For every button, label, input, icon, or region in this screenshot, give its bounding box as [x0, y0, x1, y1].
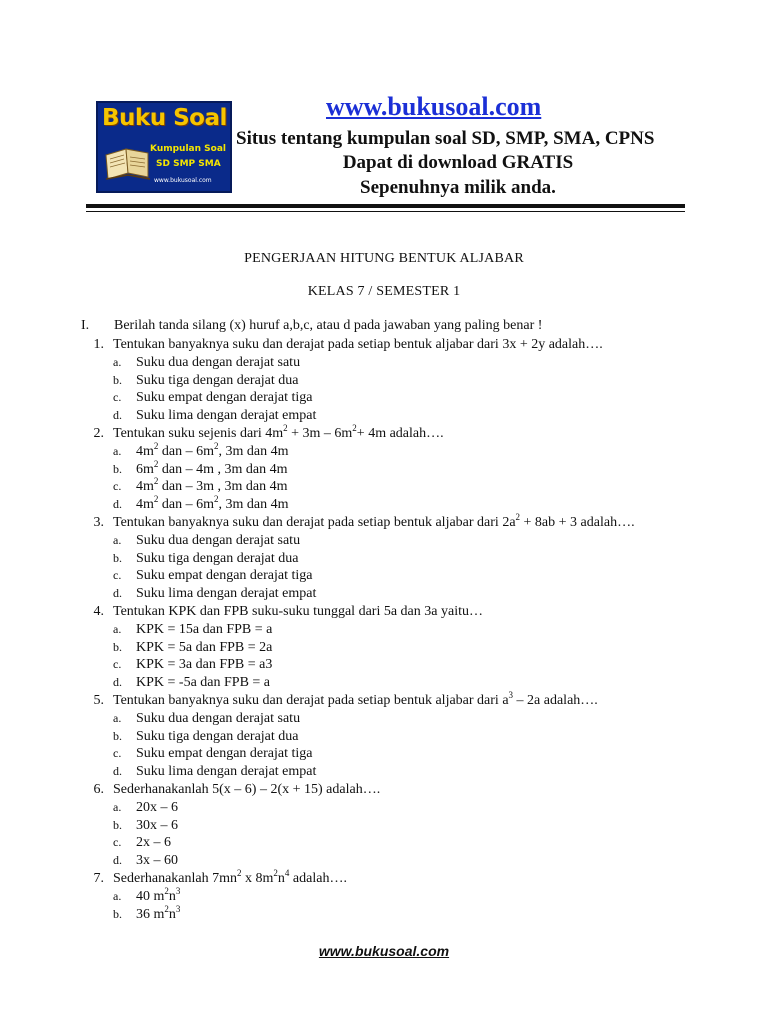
option-letter: d.	[113, 408, 122, 423]
question-number: 3.	[93, 514, 104, 530]
question-item	[0, 689, 768, 781]
option-text: Suku dua dengan derajat satu	[136, 532, 301, 548]
option-letter: a.	[113, 354, 122, 369]
option-letter: c.	[113, 568, 122, 583]
option-letter: b.	[113, 728, 122, 743]
question-number: 2.	[93, 425, 104, 441]
option-letter: a.	[113, 799, 122, 814]
question-line	[0, 867, 768, 888]
question-text: Sederhanakanlah 5(x – 6) – 2(x + 15) adalah….	[113, 781, 381, 797]
answer-option[interactable]	[0, 496, 768, 514]
option-text: Suku tiga dengan derajat dua	[136, 550, 299, 566]
option-text: Suku empat dengan derajat tiga	[136, 746, 313, 762]
option-text: Suku empat dengan derajat tiga	[136, 568, 313, 584]
option-letter: d.	[113, 586, 122, 601]
option-letter: c.	[113, 479, 122, 494]
question-number: 6.	[93, 781, 104, 797]
answer-option[interactable]	[0, 354, 768, 372]
option-text: 30x – 6	[136, 817, 178, 833]
answer-option[interactable]	[0, 478, 768, 496]
site-url-link[interactable]: www.bukusoal.com	[326, 92, 542, 121]
option-text: KPK = 15a dan FPB = a	[136, 621, 273, 637]
section-instruction	[81, 318, 542, 334]
option-letter: a.	[113, 710, 122, 725]
option-letter: c.	[113, 390, 122, 405]
header-download-note: Dapat di download GRATIS	[342, 152, 574, 173]
question-line	[0, 511, 768, 532]
option-text: 2x – 6	[136, 835, 171, 851]
answer-option[interactable]	[0, 639, 768, 657]
answer-option[interactable]	[0, 885, 768, 906]
question-text: Tentukan KPK dan FPB suku-suku tunggal dari 5a dan 3a yaitu…	[113, 603, 483, 619]
question-text: Tentukan suku sejenis dari $4m^2 + 3m - 6m^2+ 4m$ adalah….	[113, 422, 444, 441]
header-divider-thin	[86, 211, 685, 212]
option-text: 40 $m^2n^3$	[136, 885, 181, 904]
question-text: Tentukan banyaknya suku dan derajat pada setiap bentuk aljabar dari 3x + 2y adalah….	[113, 337, 603, 352]
option-text: KPK = 3a dan FPB = a3	[136, 657, 273, 673]
option-text: $4m^2$ dan – 3m , 3m dan 4m	[136, 476, 288, 495]
option-letter: b.	[113, 817, 122, 832]
option-letter: d.	[113, 853, 122, 868]
logo-title: Buku Soal	[102, 105, 227, 131]
question-number: 5.	[93, 692, 104, 708]
answer-option[interactable]	[0, 458, 768, 479]
question-item	[0, 603, 768, 692]
question-number: 4.	[93, 603, 104, 619]
bukusoal-logo	[96, 101, 232, 193]
question-text: Tentukan banyaknya suku dan derajat pada setiap bentuk aljabar dari $2a^2 + 8ab + 3$ adalah….	[113, 511, 635, 530]
question-item	[0, 781, 768, 870]
option-text: Suku tiga dengan derajat dua	[136, 728, 299, 744]
option-letter: d.	[113, 675, 122, 690]
question-line	[0, 336, 768, 354]
option-letter: c.	[113, 657, 122, 672]
option-text: $4m^2$ dan – $6m^2$, 3m dan 4m	[136, 440, 289, 459]
answer-option[interactable]	[0, 674, 768, 692]
question-text: Tentukan banyaknya suku dan derajat pada setiap bentuk aljabar dari $a^3 - 2a$ adalah….	[113, 689, 598, 708]
answer-option[interactable]	[0, 532, 768, 550]
option-letter: b.	[113, 550, 122, 565]
option-text: 36 $m^2n^3$	[136, 903, 181, 922]
question-line	[0, 603, 768, 621]
answer-option[interactable]	[0, 621, 768, 639]
option-letter: b.	[113, 461, 122, 476]
answer-option[interactable]	[0, 389, 768, 407]
document-title: PENGERJAAN HITUNG BENTUK ALJABAR	[244, 251, 524, 266]
answer-option[interactable]	[0, 817, 768, 835]
answer-option[interactable]	[0, 852, 768, 870]
question-line	[0, 781, 768, 799]
section-number: I.	[81, 318, 90, 333]
header-divider-thick	[86, 204, 685, 208]
question-line	[0, 689, 768, 710]
logo-url: www.bukusoal.com	[154, 177, 212, 184]
header-tagline: Situs tentang kumpulan soal SD, SMP, SMA, CPNS	[236, 128, 655, 149]
option-text: Suku tiga dengan derajat dua	[136, 372, 299, 388]
answer-option[interactable]	[0, 567, 768, 585]
answer-option[interactable]	[0, 799, 768, 817]
option-text: 20x – 6	[136, 799, 178, 815]
answer-option[interactable]	[0, 440, 768, 461]
question-list	[0, 336, 768, 923]
header-ownership-note: Sepenuhnya milik anda.	[360, 177, 556, 198]
option-letter: c.	[113, 835, 122, 850]
answer-option[interactable]	[0, 903, 768, 924]
option-letter: d.	[113, 764, 122, 779]
question-line	[0, 422, 768, 443]
option-text: 3x – 60	[136, 853, 178, 869]
question-item	[0, 511, 768, 603]
answer-option[interactable]	[0, 710, 768, 728]
answer-option[interactable]	[0, 372, 768, 390]
answer-option[interactable]	[0, 763, 768, 781]
option-text: Suku dua dengan derajat satu	[136, 710, 301, 726]
option-letter: b.	[113, 372, 122, 387]
document-subtitle: KELAS 7 / SEMESTER 1	[307, 284, 461, 299]
question-number: 7.	[93, 870, 104, 886]
answer-option[interactable]	[0, 656, 768, 674]
answer-option[interactable]	[0, 728, 768, 746]
book-icon	[104, 143, 152, 183]
option-text: KPK = -5a dan FPB = a	[136, 675, 271, 691]
option-letter: a.	[113, 621, 122, 636]
footer-url-link[interactable]: www.bukusoal.com	[318, 943, 450, 959]
logo-levels: SD SMP SMA	[156, 159, 221, 169]
option-text: $4m^2$ dan – $6m^2$, 3m dan 4m	[136, 494, 289, 513]
option-text: Suku dua dengan derajat satu	[136, 354, 301, 370]
option-letter: c.	[113, 746, 122, 761]
option-letter: d.	[113, 497, 122, 512]
option-text: Suku empat dengan derajat tiga	[136, 390, 313, 406]
question-text: Sederhanakanlah $7mn^2$ x $8m^2n^4$ adalah….	[113, 867, 347, 886]
answer-option[interactable]	[0, 745, 768, 763]
question-item	[0, 336, 768, 425]
answer-option[interactable]	[0, 834, 768, 852]
option-letter: b.	[113, 906, 122, 921]
logo-subtitle: Kumpulan Soal	[150, 144, 226, 154]
answer-option[interactable]	[0, 550, 768, 568]
option-letter: a.	[113, 888, 122, 903]
option-letter: b.	[113, 639, 122, 654]
instruction-text: Berilah tanda silang (x) huruf a,b,c, atau d pada jawaban yang paling benar !	[114, 318, 543, 333]
question-item	[0, 422, 768, 514]
option-text: KPK = 5a dan FPB = 2a	[136, 639, 273, 655]
question-number: 1.	[93, 337, 104, 352]
option-letter: a.	[113, 443, 122, 458]
answer-option[interactable]	[0, 585, 768, 603]
answer-option[interactable]	[0, 407, 768, 425]
option-text: Suku lima dengan derajat empat	[136, 764, 317, 780]
option-text: Suku lima dengan derajat empat	[136, 408, 317, 424]
option-text: Suku lima dengan derajat empat	[136, 586, 317, 602]
question-item	[0, 867, 768, 923]
option-letter: a.	[113, 532, 122, 547]
option-text: $6m^2$ dan – 4m , 3m dan 4m	[136, 458, 288, 477]
